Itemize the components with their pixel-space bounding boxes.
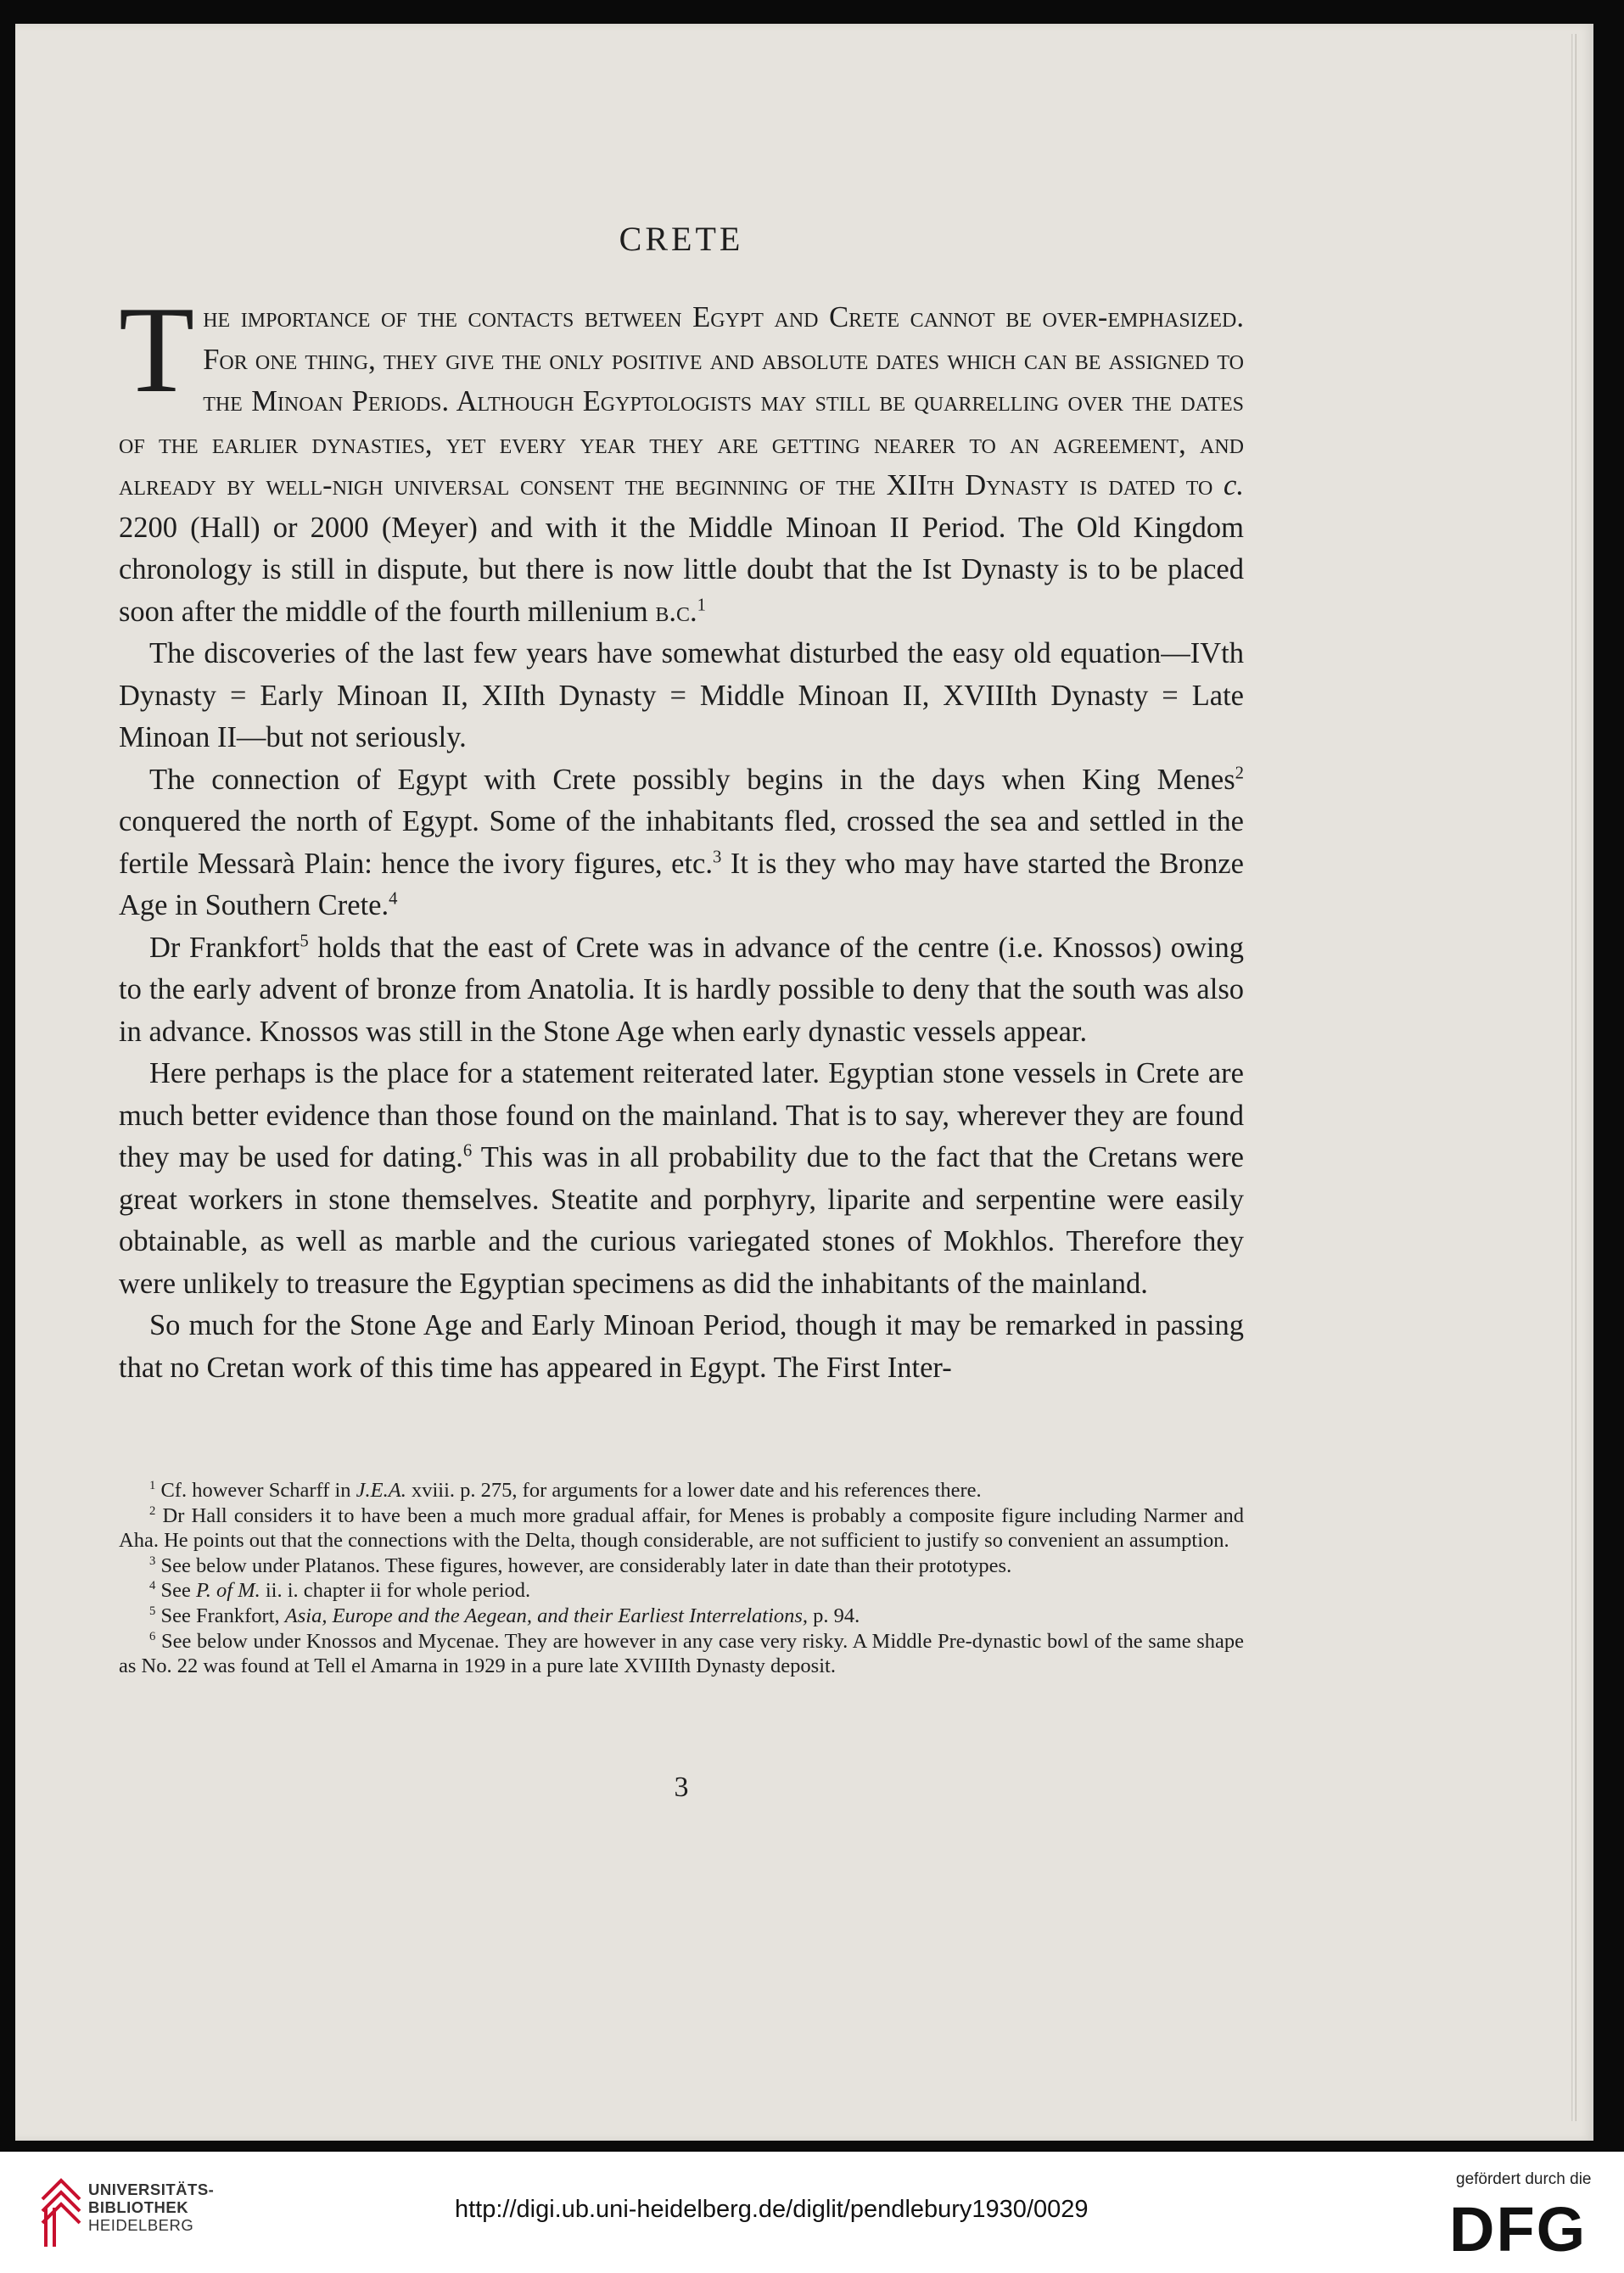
footnote-number: 4 xyxy=(149,1579,156,1593)
library-name-line: HEIDELBERG xyxy=(88,2216,194,2234)
library-name-line: BIBLIOTHEK xyxy=(88,2198,189,2216)
paragraph-1-text: he importance of the contacts between Egypt and Crete cannot be over-emphasized. For one thing, they give the only positive and absolute dates which can be assigned to the Minoan Periods. Although Egyptologists may still be quarrelling over the dates of the earlier dynasties, yet every year they are getting nearer to an agreement, and already by well-nigh universal consent the beginning of the XIIth Dynasty is dated to xyxy=(119,301,1244,501)
footnote-ref: 1 xyxy=(697,596,706,614)
paragraph-1 xyxy=(119,281,1244,633)
paragraph-5-text-cont: This was in all probability due to the fact that the Cretans were great workers in stone themselves. Steatite and porphyry, liparite and serpentine were easily obtainable, as well as marble and the curious variegated stones of Mokhlos. Therefore they were unlikely to treasure the Egyptian specimens as did the inhabitants of the mainland. xyxy=(119,1141,1244,1300)
paragraph-3-text: The connection of Egypt with Crete possibly begins in the days when King Menes xyxy=(149,763,1235,796)
library-name xyxy=(88,2181,214,2234)
footnote-text: See below under Platanos. These figures, however, are considerably later in date than their prototypes. xyxy=(160,1554,1012,1577)
funded-by-label: gefördert durch die xyxy=(1456,2170,1592,2188)
footnote-text: See below under Knossos and Mycenae. They are however in any case very risky. A Middle Pre-dynastic bowl of the same shape as No. 22 was found at Tell el Amarna in 1929 in a pure late XVIIIth Dynasty deposit. xyxy=(119,1629,1245,1678)
paragraph-3-text-cont: conquered the north of Egypt. Some of the inhabitants fled, crossed the sea and settled in the fertile Messarà Plain: hence the ivory figures, etc. xyxy=(119,805,1244,880)
paragraph-5-text: Here perhaps is the place for a statement reiterated later. Egyptian stone vessels in Crete are much better evidence than those found on the mainland. That is to say, wherever they are found they may be used for dating. xyxy=(119,1057,1244,1173)
footnote-text: p. 94. xyxy=(808,1604,860,1627)
footnote-4 xyxy=(119,1578,1244,1604)
body-text xyxy=(119,281,1244,1389)
university-library-logo-icon xyxy=(36,2174,85,2252)
footnote-text: Dr Hall considers it to have been a much more gradual affair, for Menes is probably a composite figure including Narmer and Aha. He points out that the connections with the Delta, though considerable, are not sufficient to justify so convenient an assumption. xyxy=(119,1503,1244,1553)
footnote-6 xyxy=(119,1629,1244,1679)
paragraph-6: So much for the Stone Age and Early Minoan Period, though it may be remarked in passing that no Cretan work of this time has appeared in Egypt. The First Inter- xyxy=(119,1309,1244,1384)
paragraph-1-text-cont: 2200 (Hall) or 2000 (Meyer) and with it the Middle Minoan II Period. The Old Kingdom chronology is still in dispute, but there is now little doubt that the Ist Dynasty is to be placed soon after the middle of the fourth millenium xyxy=(119,511,1244,628)
footnote-text: Cf. however Scharff in xyxy=(160,1479,356,1502)
paragraph-2: The discoveries of the last few years have somewhat disturbed the easy old equation—IVth Dynasty = Early Minoan II, XIIth Dynasty = Middle Minoan II, XVIIIth Dynasty = Late Minoan II—but not seriously. xyxy=(119,637,1244,753)
footnote-text: See xyxy=(160,1579,196,1603)
page-number: 3 xyxy=(674,1772,689,1803)
drop-cap: T xyxy=(119,281,195,418)
paragraph-4 xyxy=(119,927,1244,1054)
footnotes xyxy=(119,1478,1244,1679)
footnote-italic: P. of M. xyxy=(195,1579,260,1603)
dfg-logo: DFG xyxy=(1449,2194,1588,2265)
footnote-text: xviii. p. 275, for arguments for a lower date and his references there. xyxy=(406,1479,982,1502)
bc-abbrev: b.c. xyxy=(655,595,697,628)
footnote-ref: 4 xyxy=(389,889,398,909)
page-edge xyxy=(1571,34,1576,2121)
footnote-ref: 2 xyxy=(1235,764,1244,782)
paragraph-5 xyxy=(119,1053,1244,1305)
page-title: CRETE xyxy=(619,220,744,258)
footnote-number: 1 xyxy=(149,1478,156,1492)
footnote-number: 3 xyxy=(149,1554,156,1568)
footnote-1 xyxy=(119,1478,1244,1503)
footnote-ref: 3 xyxy=(713,848,722,866)
footnote-text: ii. i. chapter ii for whole period. xyxy=(260,1579,531,1603)
circa-abbrev: c. xyxy=(1224,469,1244,501)
paragraph-4-text-cont: holds that the east of Crete was in advance of the centre (i.e. Knossos) owing to the early advent of bronze from Anatolia. It is hardly possible to deny that the south was also in advance. Knossos was still in the Stone Age when early dynastic vessels appear. xyxy=(119,931,1244,1048)
footnote-italic: J.E.A. xyxy=(356,1479,406,1502)
footnote-ref: 5 xyxy=(300,932,309,950)
paragraph-3-text-end: It is they who may have started the Bronze Age in Southern Crete. xyxy=(119,847,1244,921)
digital-copy-url[interactable]: http://digi.ub.uni-heidelberg.de/diglit/pendlebury1930/0029 xyxy=(455,2196,1089,2223)
footnote-number: 2 xyxy=(149,1503,156,1518)
footnote-number: 6 xyxy=(149,1629,156,1643)
library-name-line: UNIVERSITÄTS- xyxy=(88,2181,215,2198)
footnote-italic: Asia, Europe and the Aegean, and their Earliest Interrelations, xyxy=(284,1604,809,1627)
paragraph-3 xyxy=(119,759,1244,927)
footnote-number: 5 xyxy=(149,1604,156,1618)
footer-bar xyxy=(0,2152,1624,2273)
footnote-5 xyxy=(119,1604,1244,1629)
paragraph-4-text: Dr Frankfort xyxy=(149,931,300,964)
footnote-text: See Frankfort, xyxy=(160,1604,285,1627)
footnote-ref: 6 xyxy=(462,1141,473,1161)
footnote-3 xyxy=(119,1554,1244,1579)
footnote-2 xyxy=(119,1503,1244,1554)
